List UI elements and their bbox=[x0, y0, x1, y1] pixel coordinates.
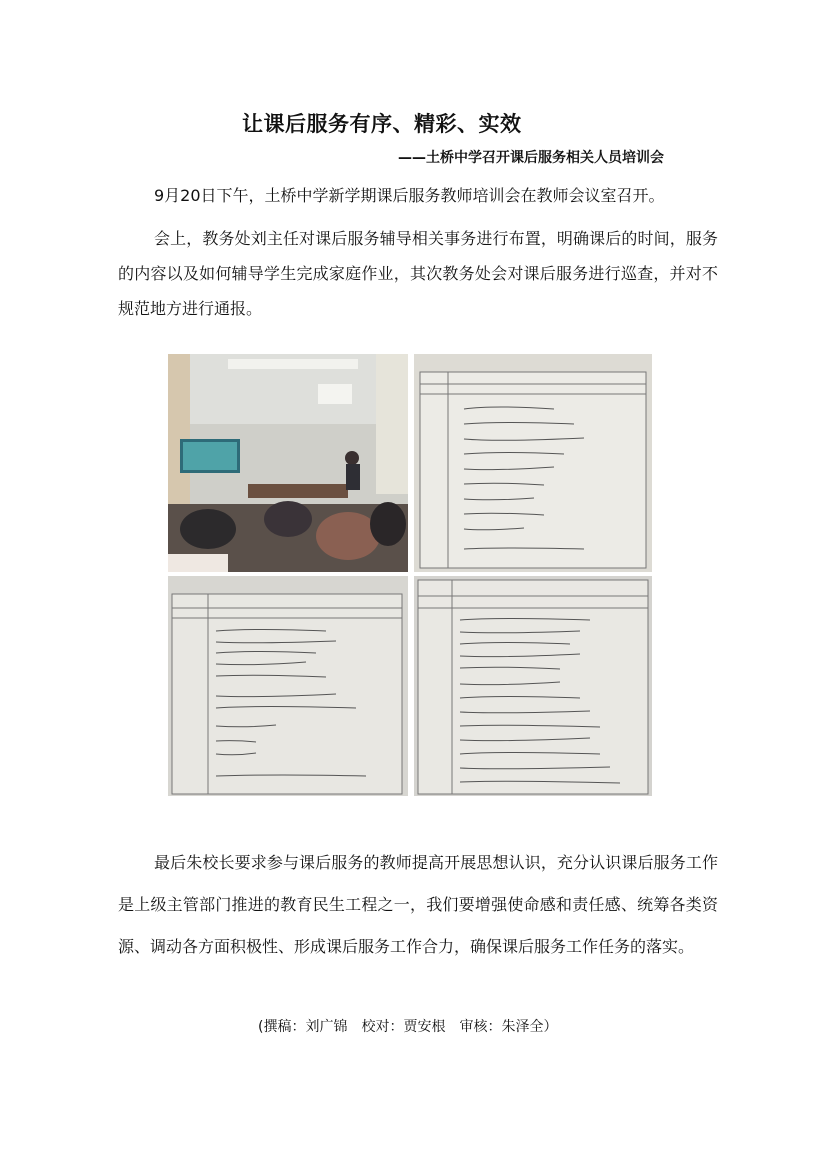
credit-line: (撰稿：刘广锦 校对：贾安根 审核：朱泽全） bbox=[258, 1019, 558, 1035]
meeting-photo bbox=[168, 354, 408, 572]
training-record-photo-3 bbox=[414, 576, 652, 796]
paragraph-3: 最后朱校长要求参与课后服务的教师提高开展思想认识，充分认识课后服务工作是上级主管部门推进的教育民生工程之一，我们要增强使命感和责任感、统筹各类资源、调动各方面积极性、形成课后服务工作合力，确保课后服务工作任务的落实。 bbox=[118, 853, 718, 956]
photo-grid bbox=[168, 354, 652, 796]
training-record-photo-1 bbox=[414, 354, 652, 572]
training-record-photo-2 bbox=[168, 576, 408, 796]
article-title: 让课后服务有序、精彩、实效 bbox=[242, 111, 522, 136]
paragraph-2: 会上，教务处刘主任对课后服务辅导相关事务进行布置，明确课后的时间，服务的内容以及如何辅导学生完成家庭作业，其次教务处会对课后服务进行巡查，并对不规范地方进行通报。 bbox=[118, 229, 718, 318]
article-subtitle: ——土桥中学召开课后服务相关人员培训会 bbox=[398, 150, 664, 166]
paragraph-1: 9月20日下午，土桥中学新学期课后服务教师培训会在教师会议室召开。 bbox=[154, 186, 665, 205]
